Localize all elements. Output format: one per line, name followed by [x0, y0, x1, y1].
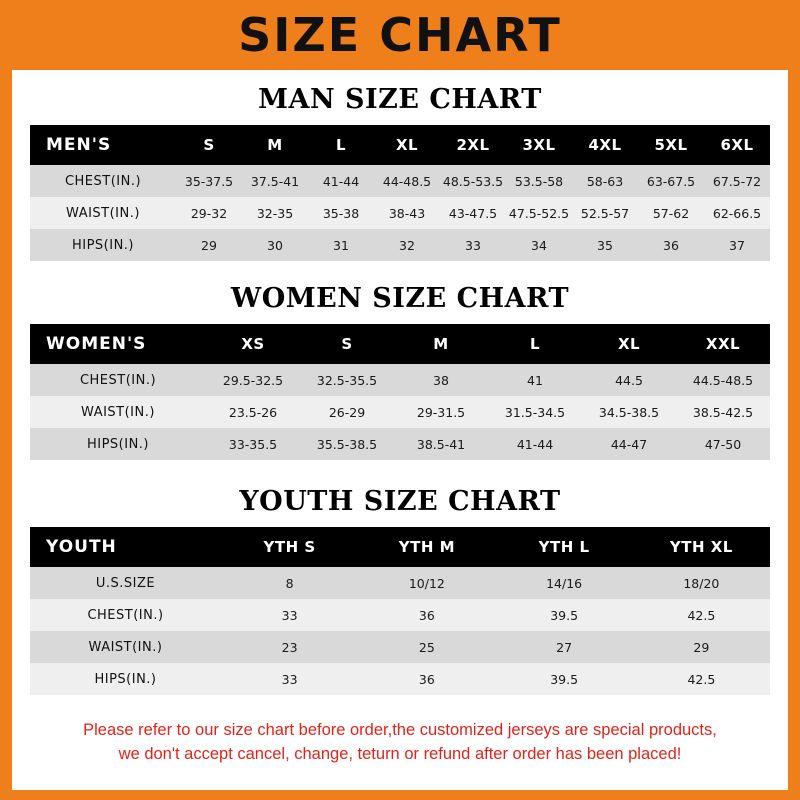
man-row-2-val-6: 35: [572, 229, 638, 261]
women-row-2-label: HIPS(IN.): [30, 428, 206, 460]
women-col-5: XXL: [676, 324, 770, 364]
women-row-1-val-1: 26-29: [300, 396, 394, 428]
man-row-1-val-6: 52.5-57: [572, 197, 638, 229]
man-row-0-val-8: 67.5-72: [704, 165, 770, 197]
women-row-1-val-0: 23.5-26: [206, 396, 300, 428]
women-row-0-val-4: 44.5: [582, 364, 676, 396]
women-col-0: XS: [206, 324, 300, 364]
youth-size-table: [30, 527, 770, 695]
man-row-0-val-1: 37.5-41: [242, 165, 308, 197]
youth-row-2-val-0: 23: [221, 631, 358, 663]
table-row: [30, 396, 770, 428]
women-row-0-label: CHEST(IN.): [30, 364, 206, 396]
man-row-2-val-7: 36: [638, 229, 704, 261]
youth-row-label-header: YOUTH: [30, 527, 221, 567]
footer-note: [30, 711, 770, 767]
youth-row-0-val-1: 10/12: [358, 567, 495, 599]
youth-col-1: YTH M: [358, 527, 495, 567]
man-row-1-val-0: 29-32: [176, 197, 242, 229]
man-col-6: 4XL: [572, 125, 638, 165]
youth-row-1-val-1: 36: [358, 599, 495, 631]
man-row-2-val-8: 37: [704, 229, 770, 261]
youth-section-title: YOUTH SIZE CHART: [239, 486, 561, 517]
man-row-0-val-6: 58-63: [572, 165, 638, 197]
youth-col-3: YTH XL: [633, 527, 770, 567]
table-row: [30, 165, 770, 197]
man-row-0-val-3: 44-48.5: [374, 165, 440, 197]
women-row-0-val-3: 41: [488, 364, 582, 396]
women-section-title: WOMEN SIZE CHART: [230, 283, 570, 314]
women-row-1-val-2: 29-31.5: [394, 396, 488, 428]
man-size-table: [30, 125, 770, 261]
man-section-title: MAN SIZE CHART: [258, 84, 542, 115]
man-row-1-val-1: 32-35: [242, 197, 308, 229]
youth-row-1-val-2: 39.5: [496, 599, 633, 631]
man-row-0-val-0: 35-37.5: [176, 165, 242, 197]
man-row-label-header: MEN'S: [30, 125, 176, 165]
youth-row-1-val-0: 33: [221, 599, 358, 631]
women-row-2-val-0: 33-35.5: [206, 428, 300, 460]
women-row-1-label: WAIST(IN.): [30, 396, 206, 428]
table-row: [30, 428, 770, 460]
women-row-2-val-3: 41-44: [488, 428, 582, 460]
youth-row-3-val-3: 42.5: [633, 663, 770, 695]
women-row-2-val-4: 44-47: [582, 428, 676, 460]
man-row-1-val-4: 43-47.5: [440, 197, 506, 229]
man-row-2-val-2: 31: [308, 229, 374, 261]
youth-row-1-label: CHEST(IN.): [30, 599, 221, 631]
youth-row-1-val-3: 42.5: [633, 599, 770, 631]
table-row: [30, 599, 770, 631]
man-col-3: XL: [374, 125, 440, 165]
man-col-5: 3XL: [506, 125, 572, 165]
man-row-1-val-5: 47.5-52.5: [506, 197, 572, 229]
youth-col-0: YTH S: [221, 527, 358, 567]
table-row: [30, 567, 770, 599]
man-row-1-val-2: 35-38: [308, 197, 374, 229]
man-row-1-val-8: 62-66.5: [704, 197, 770, 229]
youth-row-3-val-0: 33: [221, 663, 358, 695]
bottom-accent-bar: [0, 790, 800, 800]
man-row-1-label: WAIST(IN.): [30, 197, 176, 229]
women-row-2-val-5: 47-50: [676, 428, 770, 460]
youth-row-0-val-2: 14/16: [496, 567, 633, 599]
women-col-4: XL: [582, 324, 676, 364]
women-col-2: M: [394, 324, 488, 364]
man-row-0-val-2: 41-44: [308, 165, 374, 197]
women-row-1-val-3: 31.5-34.5: [488, 396, 582, 428]
man-row-0-val-4: 48.5-53.5: [440, 165, 506, 197]
women-size-table: [30, 324, 770, 460]
content: [12, 84, 788, 767]
man-row-0-label: CHEST(IN.): [30, 165, 176, 197]
man-col-0: S: [176, 125, 242, 165]
women-row-1-val-4: 34.5-38.5: [582, 396, 676, 428]
women-col-1: S: [300, 324, 394, 364]
man-row-2-val-1: 30: [242, 229, 308, 261]
women-col-3: L: [488, 324, 582, 364]
women-row-2-val-2: 38.5-41: [394, 428, 488, 460]
table-header-row: [30, 527, 770, 567]
youth-row-0-label: U.S.SIZE: [30, 567, 221, 599]
youth-row-3-label: HIPS(IN.): [30, 663, 221, 695]
women-row-0-val-2: 38: [394, 364, 488, 396]
women-row-0-val-0: 29.5-32.5: [206, 364, 300, 396]
man-col-1: M: [242, 125, 308, 165]
man-row-2-label: HIPS(IN.): [30, 229, 176, 261]
banner: [0, 0, 800, 70]
man-row-1-val-3: 38-43: [374, 197, 440, 229]
table-row: [30, 364, 770, 396]
table-row: [30, 631, 770, 663]
man-row-0-val-7: 63-67.5: [638, 165, 704, 197]
man-row-0-val-5: 53.5-58: [506, 165, 572, 197]
youth-row-2-val-2: 27: [496, 631, 633, 663]
youth-row-3-val-2: 39.5: [496, 663, 633, 695]
table-row: [30, 663, 770, 695]
man-row-2-val-4: 33: [440, 229, 506, 261]
youth-row-0-val-3: 18/20: [633, 567, 770, 599]
youth-row-2-label: WAIST(IN.): [30, 631, 221, 663]
footer-note-line-2: we don't accept cancel, change, teturn or refund after order has been placed!: [118, 744, 682, 763]
man-row-2-val-0: 29: [176, 229, 242, 261]
women-row-2-val-1: 35.5-38.5: [300, 428, 394, 460]
table-header-row: [30, 324, 770, 364]
man-col-7: 5XL: [638, 125, 704, 165]
man-col-8: 6XL: [704, 125, 770, 165]
women-row-0-val-1: 32.5-35.5: [300, 364, 394, 396]
youth-col-2: YTH L: [496, 527, 633, 567]
table-row: [30, 229, 770, 261]
youth-row-2-val-1: 25: [358, 631, 495, 663]
youth-row-3-val-1: 36: [358, 663, 495, 695]
women-row-label-header: WOMEN'S: [30, 324, 206, 364]
table-header-row: [30, 125, 770, 165]
man-row-1-val-7: 57-62: [638, 197, 704, 229]
women-row-0-val-5: 44.5-48.5: [676, 364, 770, 396]
man-col-4: 2XL: [440, 125, 506, 165]
footer-note-line-1: Please refer to our size chart before order,the customized jerseys are special products,: [83, 721, 717, 739]
table-row: [30, 197, 770, 229]
man-row-2-val-5: 34: [506, 229, 572, 261]
women-row-1-val-5: 38.5-42.5: [676, 396, 770, 428]
page-title: SIZE CHART: [238, 8, 562, 62]
youth-row-0-val-0: 8: [221, 567, 358, 599]
man-row-2-val-3: 32: [374, 229, 440, 261]
man-col-2: L: [308, 125, 374, 165]
youth-row-2-val-3: 29: [633, 631, 770, 663]
